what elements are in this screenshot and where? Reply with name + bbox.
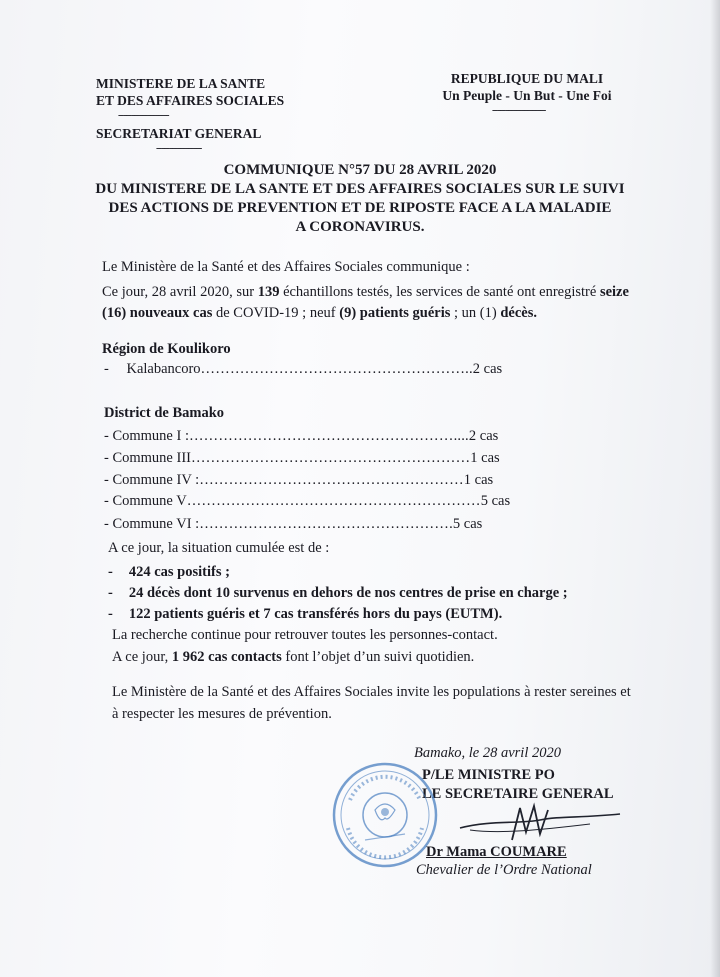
summary-text-4: ; un (1) bbox=[450, 305, 501, 321]
case-count: 1 cas bbox=[470, 450, 500, 466]
cumulative-bullet bbox=[108, 584, 568, 602]
leader-dots: ………………………………………………… bbox=[190, 450, 471, 466]
case-count: 5 cas bbox=[452, 516, 483, 532]
title-line1: COMMUNIQUE N°57 DU 28 AVRIL 2020 bbox=[223, 162, 497, 178]
contacts-count: 1 962 cas contacts bbox=[171, 649, 282, 665]
signatory-honor: Chevalier de l’Ordre National bbox=[416, 862, 592, 878]
locality-name: Kalabancoro bbox=[126, 361, 201, 377]
case-count: 2 cas bbox=[468, 428, 499, 444]
leader-dots: ……………………………………………. bbox=[199, 516, 453, 532]
samples-tested-count: 139 bbox=[257, 284, 280, 300]
bullet-dash: - bbox=[108, 606, 113, 622]
official-seal bbox=[330, 760, 440, 870]
national-motto: Un Peuple - Un But - Une Foi bbox=[442, 88, 612, 103]
commune-label: - Commune I : bbox=[104, 428, 189, 444]
case-count: 1 cas bbox=[463, 472, 494, 488]
new-cases-count: (16) nouveaux cas bbox=[102, 305, 213, 321]
closing-line1: Le Ministère de la Santé et des Affaires Sociales invite les populations à rester sereines et bbox=[112, 684, 631, 700]
leader-dots: ……………………………………………….... bbox=[188, 428, 469, 444]
case-count: 2 cas bbox=[472, 361, 503, 377]
signatory-title-2: LE SECRETAIRE GENERAL bbox=[422, 786, 614, 802]
intro-text: Le Ministère de la Santé et des Affaires Sociales communique : bbox=[102, 259, 470, 275]
signatory-title-1: P/LE MINISTRE PO bbox=[422, 767, 555, 783]
communique-title bbox=[70, 161, 650, 237]
ministry-header bbox=[96, 75, 284, 154]
commune-row bbox=[104, 449, 500, 467]
commune-label: - Commune III bbox=[104, 450, 191, 466]
cumulative-intro: A ce jour, la situation cumulée est de : bbox=[108, 540, 330, 556]
header-separator: ------------------- bbox=[118, 109, 169, 121]
leader-dots: ……………………………………………… bbox=[199, 472, 464, 488]
summary-text-3: de COVID-19 ; neuf bbox=[212, 305, 340, 321]
commune-row bbox=[104, 492, 510, 510]
title-line4: A CORONAVIRUS. bbox=[295, 219, 425, 235]
commune-label: - Commune VI : bbox=[104, 516, 200, 532]
commune-row bbox=[104, 471, 493, 489]
commune-label: - Commune V bbox=[104, 493, 187, 509]
summary-text-2: échantillons testés, les services de santé ont enregistré bbox=[279, 284, 600, 300]
header-separator-2: ----------------- bbox=[156, 142, 202, 154]
leader-dots: ……………………………………………….. bbox=[200, 361, 473, 377]
motto-separator: -------------------- bbox=[492, 104, 546, 116]
contacts-text-2: font l’objet d’un suivi quotidien. bbox=[281, 649, 475, 665]
handwritten-signature bbox=[430, 800, 630, 845]
title-line3: DES ACTIONS DE PREVENTION ET DE RIPOSTE FACE A LA MALADIE bbox=[108, 200, 612, 216]
cumulative-bullet bbox=[108, 563, 230, 581]
summary-line1 bbox=[102, 283, 629, 301]
summary-line2 bbox=[102, 304, 537, 322]
commune-row bbox=[104, 515, 482, 533]
contact-search-text: La recherche continue pour retrouver toutes les personnes-contact. bbox=[112, 627, 498, 643]
region-koulikoro-heading: Région de Koulikoro bbox=[102, 341, 231, 357]
secretariat-general: SECRETARIAT GENERAL bbox=[96, 126, 262, 141]
deaths-label: décès. bbox=[500, 305, 537, 321]
ministry-name-line2: ET DES AFFAIRES SOCIALES bbox=[96, 93, 285, 108]
bullet-text: 24 décès dont 10 survenus en dehors de nos centres de prise en charge ; bbox=[128, 585, 568, 601]
leader-dots: …………………………………………………… bbox=[186, 493, 481, 509]
case-count: 5 cas bbox=[480, 493, 511, 509]
closing-line2: à respecter les mesures de prévention. bbox=[112, 706, 332, 722]
bullet-text: 424 cas positifs ; bbox=[128, 564, 230, 580]
place-date: Bamako, le 28 avril 2020 bbox=[414, 745, 561, 761]
ministry-name-line1: MINISTERE DE LA SANTE bbox=[96, 76, 266, 91]
contacts-line bbox=[112, 648, 474, 666]
commune-row bbox=[104, 427, 498, 445]
country-name: REPUBLIQUE DU MALI bbox=[450, 71, 604, 86]
row-dash: - bbox=[104, 361, 109, 377]
bullet-dash: - bbox=[108, 585, 113, 601]
bullet-text: 122 patients guéris et 7 cas transférés hors du pays (EUTM). bbox=[128, 606, 503, 622]
new-cases-word: seize bbox=[599, 284, 629, 300]
bullet-dash: - bbox=[108, 564, 113, 580]
page-edge-shadow bbox=[710, 0, 720, 977]
summary-text-1: Ce jour, 28 avril 2020, sur bbox=[102, 284, 258, 300]
cumulative-bullet bbox=[108, 605, 502, 623]
koulikoro-row bbox=[104, 360, 502, 378]
district-bamako-heading: District de Bamako bbox=[104, 405, 225, 421]
commune-label: - Commune IV : bbox=[104, 472, 200, 488]
signatory-name: Dr Mama COUMARE bbox=[426, 844, 567, 860]
republic-header bbox=[432, 70, 622, 116]
contacts-text-1: A ce jour, bbox=[112, 649, 172, 665]
title-line2: DU MINISTERE DE LA SANTE ET DES AFFAIRES SOCIALES SUR LE SUIVI bbox=[95, 181, 625, 197]
recovered-count: (9) patients guéris bbox=[339, 305, 451, 321]
